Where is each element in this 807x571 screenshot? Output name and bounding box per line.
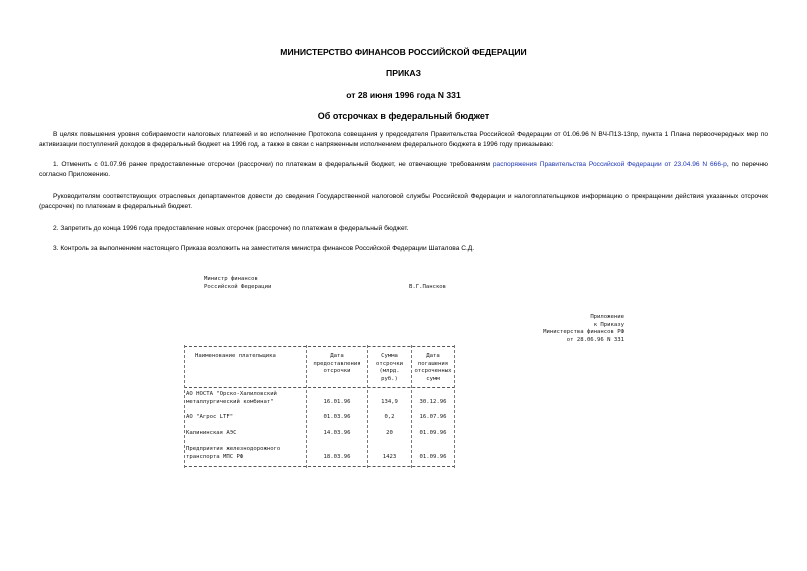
grant-date-cell: 16.01.96 [323, 398, 351, 405]
payer-name-line-1: Предприятия железнодорожного [186, 446, 281, 452]
appendix-line-1: Приложение [590, 314, 624, 320]
signature-title [204, 276, 271, 291]
sum-cell: 134,9 [381, 398, 398, 405]
sum-header-line-4: руб.) [381, 375, 398, 382]
grant-date-cell: 01.03.96 [323, 414, 351, 420]
repay-date-header-line-4: сумм [426, 375, 440, 382]
table-top-border [184, 346, 455, 347]
payer-name [186, 446, 280, 461]
item-1-text: 1. Отменить с 01.07.96 ранее предоставленные отсрочки (рассрочки) по платежам в федеральный бюджет, не отвечающие требованиям [53, 161, 493, 168]
ministry-heading: МИНИСТЕРСТВО ФИНАНСОВ РОССИЙСКОЙ ФЕДЕРАЦИИ [280, 47, 527, 57]
appendix-header [500, 314, 624, 344]
item-1-text-end: , по перечню согласно Приложению. [39, 161, 768, 178]
item-2-text: 2. Запретить до конца 1996 года предоставление новых отсрочек (рассрочек) по платежам в федеральный бюджет. [53, 225, 409, 232]
payer-name-line-2: транспорта МПС РФ [186, 453, 244, 460]
payer-name [186, 391, 277, 406]
repay-date-header-line-2: погашения [417, 360, 449, 367]
signature-title-line-1: Министр финансов [204, 276, 258, 282]
payer-name-line-2: металлургический комбинат" [186, 398, 274, 405]
document-date-number: от 28 июня 1996 года N 331 [346, 90, 461, 100]
sum-header-line-3: (млрд. [379, 368, 400, 375]
government-order-link[interactable]: распоряжения Правительства Российской Федерации от 23.04.96 N 666-р [492, 161, 727, 168]
table-left-border [184, 345, 185, 468]
signature-name: В.Г.Пансков [409, 283, 447, 290]
column-header-repay-date [412, 353, 454, 383]
repay-date-header-line-1: Дата [426, 353, 440, 359]
grant-date-cell: 18.03.96 [323, 453, 351, 460]
sum-header-line-1: Сумма [381, 353, 398, 359]
column-header-payer: Наименование плательщика [195, 353, 276, 359]
payer-name: АО "Агрос LTF" [186, 414, 234, 420]
grant-date-header-line-1: Дата [330, 353, 344, 359]
repay-date-cell: 30.12.96 [419, 398, 447, 405]
appendix-line-3: Министерства финансов РФ [543, 329, 624, 336]
item-1-paragraph [39, 160, 768, 180]
document-title: Об отсрочках в федеральный бюджет [317, 111, 490, 121]
column-header-grant-date [307, 353, 367, 376]
sum-cell: 0,2 [384, 414, 395, 420]
heads-text: Руководителям соответствующих отраслевых департаментов довести до сведения Государственной налоговой службы Российской Федерации и налогоплательщиков информацию о прекращении действия указанных отсрочек (рассрочек) по платежам в федеральный бюджет. [39, 193, 768, 210]
sum-cell: 20 [386, 429, 393, 436]
item-3-text: 3. Контроль за выполнением настоящего Приказа возложить на заместителя министра финансов Российской Федерации Шаталова С.Д. [53, 245, 475, 252]
intro-text: В целях повышения уровня собираемости налоговых платежей и во исполнение Протокола совещания у председателя Правительства Российской Федерации от 01.06.96 N ВЧ-П13-13пр, пункта 1 Плана первоочередных мер по активизации поступлений доходов в федеральный бюджет на 1996 год, а также в связи с напряженным исполнением федерального бюджета в 1996 году приказываю: [39, 131, 768, 148]
item-3-paragraph [39, 244, 768, 254]
grant-date-header-line-2: предоставления [313, 360, 361, 367]
intro-paragraph [39, 130, 768, 150]
appendix-line-4: от 28.06.96 N 331 [566, 336, 624, 343]
repay-date-cell: 16.07.96 [419, 414, 447, 420]
payer-name-line-1: АО НОСТА "Орско-Халиловский [186, 391, 277, 397]
table-bottom-border [184, 466, 455, 467]
repay-date-cell: 01.09.96 [419, 453, 447, 460]
signature-title-line-2: Российской Федерации [204, 283, 272, 290]
item-2-paragraph [39, 224, 768, 234]
appendix-table [184, 345, 455, 468]
sum-header-line-2: отсрочки [376, 360, 403, 367]
heads-paragraph [39, 192, 768, 212]
grant-date-cell: 14.03.96 [323, 429, 351, 436]
grant-date-header-line-3: отсрочки [323, 368, 351, 375]
table-header-separator [184, 387, 455, 388]
column-header-sum [368, 353, 411, 383]
table-right-border [454, 345, 455, 468]
sum-cell: 1423 [382, 453, 397, 460]
payer-name: Калининская АЭС [186, 429, 237, 436]
document-type-heading: ПРИКАЗ [386, 68, 421, 78]
repay-date-cell: 01.09.96 [419, 429, 447, 436]
appendix-line-2: к Приказу [593, 321, 624, 328]
repay-date-header-line-3: отсроченных [414, 368, 452, 375]
